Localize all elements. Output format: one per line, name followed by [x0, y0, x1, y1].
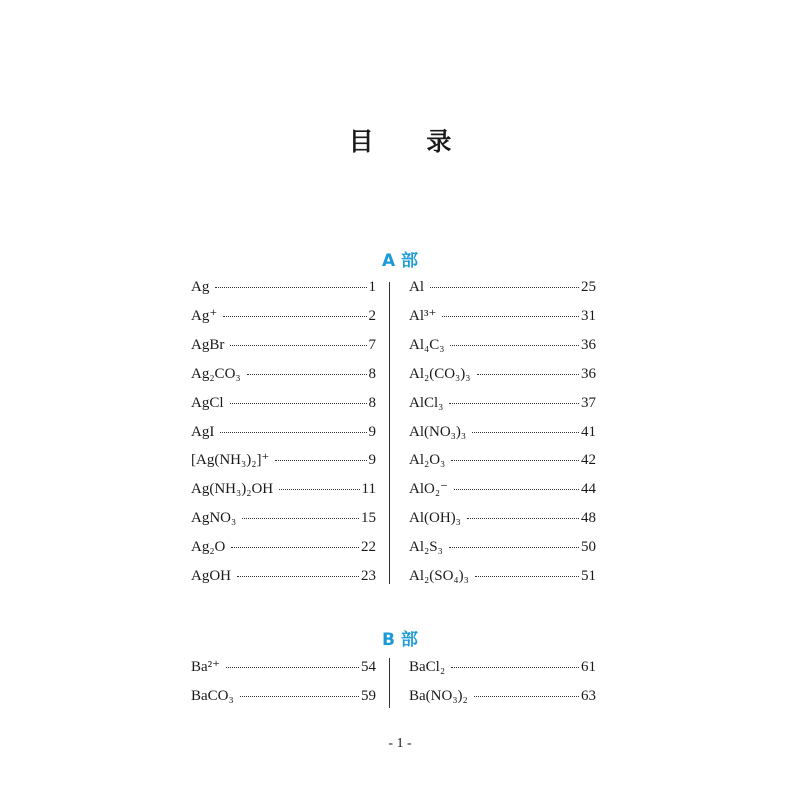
toc-entry [191, 478, 376, 500]
dot-leader [449, 546, 579, 548]
toc-entry [409, 334, 596, 356]
dot-leader [223, 315, 366, 317]
dot-leader [467, 517, 579, 519]
dot-leader [475, 575, 579, 577]
dot-leader [430, 286, 579, 288]
toc-entry-page: 25 [581, 279, 596, 295]
toc-entry [409, 656, 596, 678]
toc-entry-page: 61 [581, 659, 596, 675]
toc-entry-page: 50 [581, 539, 596, 556]
toc-entry-page: 8 [368, 394, 376, 411]
toc-entry [409, 536, 596, 558]
dot-leader [474, 695, 579, 697]
toc-entry-name: Al(NO₃)₃ [409, 423, 467, 440]
toc-entry-name: Al₂(CO₃)₃ [409, 365, 471, 382]
toc-entry-page: 11 [361, 481, 376, 498]
section-heading-b: B 部 [382, 630, 418, 650]
toc-entry-name: Al₂S₃ [409, 539, 443, 556]
toc-entry [409, 685, 596, 707]
toc-entry-page: 9 [368, 452, 376, 469]
dot-leader [275, 459, 366, 461]
dot-leader [451, 459, 579, 461]
dot-leader [472, 431, 579, 433]
toc-entry-name: [Ag(NH₃)₂]⁺ [191, 452, 270, 469]
toc-entry-name: Ba²⁺ [191, 659, 221, 675]
dot-leader [279, 488, 359, 490]
column-divider-a [389, 282, 390, 584]
toc-entry [409, 421, 596, 443]
toc-entry [409, 449, 596, 471]
toc-entry-page: 41 [581, 423, 596, 440]
toc-entry-page: 36 [581, 365, 596, 382]
toc-entry-page: 31 [581, 307, 596, 324]
section-heading-a: A 部 [381, 251, 419, 271]
dot-leader [450, 344, 579, 346]
toc-entry-name: BaCl₂ [409, 659, 446, 675]
toc-entry-name: AgNO₃ [191, 510, 237, 527]
toc-entry [409, 565, 596, 587]
toc-entry [191, 507, 376, 529]
dot-leader [237, 575, 359, 577]
toc-entry-page: 51 [581, 568, 596, 584]
dot-leader [240, 695, 359, 697]
toc-entry-name: Ag₂O [191, 539, 226, 556]
toc-entry-page: 59 [361, 687, 376, 704]
toc-entry-page: 48 [581, 510, 596, 527]
toc-entry-name: AgBr [191, 336, 225, 353]
toc-entry [191, 305, 376, 327]
toc-entry-name: Al₂(SO₄)₃ [409, 568, 469, 584]
toc-entry-page: 2 [368, 307, 376, 324]
toc-entry [191, 685, 376, 707]
toc-entry [191, 276, 376, 298]
toc-entry [191, 363, 376, 385]
toc-entry [191, 536, 376, 558]
toc-entry-page: 8 [368, 365, 376, 382]
toc-entry-name: AlO₂⁻ [409, 481, 448, 498]
toc-entry [409, 392, 596, 414]
dot-leader [477, 373, 579, 375]
toc-entry [191, 334, 376, 356]
toc-entry-name: AgOH [191, 568, 231, 584]
toc-entry-page: 1 [368, 279, 376, 295]
dot-leader [220, 431, 366, 433]
toc-entry [191, 392, 376, 414]
toc-entry-name: Al₂O₃ [409, 452, 446, 469]
toc-entry-page: 36 [581, 336, 596, 353]
dot-leader [454, 488, 579, 490]
dot-leader [230, 344, 366, 346]
dot-leader [451, 666, 579, 668]
toc-entry-name: Ba(NO₃)₂ [409, 687, 468, 704]
toc-entry-name: Ag [191, 279, 210, 295]
toc-entry-page: 7 [368, 336, 376, 353]
toc-entry-page: 9 [368, 423, 376, 440]
toc-entry [409, 363, 596, 385]
toc-entry-name: BaCO₃ [191, 687, 234, 704]
toc-entry-name: AgCl [191, 394, 224, 411]
dot-leader [442, 315, 579, 317]
toc-entry [191, 449, 376, 471]
toc-entry-name: Ag(NH₃)₂OH [191, 481, 274, 498]
toc-entry [409, 276, 596, 298]
dot-leader [215, 286, 366, 288]
page-title: 目 录 [348, 127, 474, 156]
toc-entry [191, 656, 376, 678]
page-number: - 1 - [388, 736, 412, 751]
toc-entry [409, 478, 596, 500]
dot-leader [231, 546, 359, 548]
toc-entry-page: 63 [581, 687, 596, 704]
toc-entry [409, 507, 596, 529]
toc-entry-page: 42 [581, 452, 596, 469]
toc-entry-name: Ag₂CO₃ [191, 365, 241, 382]
column-divider-b [389, 658, 390, 708]
toc-entry-name: Al³⁺ [409, 307, 437, 324]
toc-entry-name: Al [409, 279, 424, 295]
toc-entry-name: AgI [191, 423, 215, 440]
toc-entry-page: 37 [581, 394, 596, 411]
toc-entry-page: 44 [581, 481, 596, 498]
toc-entry-page: 23 [361, 568, 376, 584]
dot-leader [230, 402, 367, 404]
toc-entry-page: 54 [361, 659, 376, 675]
toc-entry [409, 305, 596, 327]
toc-entry-name: Al₄C₃ [409, 336, 445, 353]
toc-entry-page: 22 [361, 539, 376, 556]
toc-entry-name: AlCl₃ [409, 394, 444, 411]
toc-entry-name: Al(OH)₃ [409, 510, 461, 527]
toc-entry-name: Ag⁺ [191, 307, 218, 324]
dot-leader [242, 517, 359, 519]
dot-leader [449, 402, 579, 404]
toc-entry [191, 565, 376, 587]
dot-leader [226, 666, 359, 668]
toc-entry-page: 15 [361, 510, 376, 527]
dot-leader [247, 373, 367, 375]
toc-entry [191, 421, 376, 443]
